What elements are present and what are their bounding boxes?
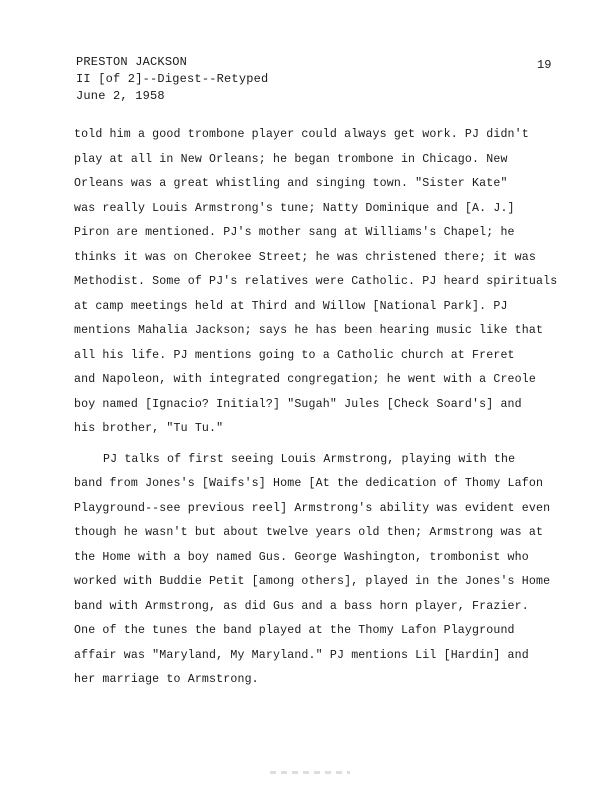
text-line: affair was "Maryland, My Maryland." PJ mentions Lil [Hardin] and: [74, 648, 529, 662]
text-line: worked with Buddie Petit [among others], played in the Jones's Home: [74, 575, 551, 588]
text-line: band from Jones's [Waifs's] Home [At the dedication of Thomy Lafon: [74, 477, 544, 490]
text-line: boy named [Ignacio? Initial?] "Sugah" Jules [Check Soard's] and: [74, 397, 522, 411]
paragraph: [74, 123, 564, 442]
paragraph: [74, 448, 564, 693]
text-line: Piron are mentioned. PJ's mother sang at Williams's Chapel; he: [74, 226, 515, 239]
text-line: Orleans was a great whistling and singing town. "Sister Kate": [74, 177, 508, 190]
text-line: Methodist. Some of PJ's relatives were Catholic. PJ heard spirituals: [74, 275, 558, 288]
digest-body: [74, 123, 564, 693]
text-line: his brother, "Tu Tu.": [74, 422, 224, 435]
text-line: and Napoleon, with integrated congregation; he went with a Creole: [74, 373, 536, 386]
document-header: [76, 54, 268, 105]
page-number: 19: [537, 58, 552, 72]
text-line: band with Armstrong, as did Gus and a bass horn player, Frazier.: [74, 599, 529, 613]
scan-smudge: [270, 771, 350, 774]
interview-date: June 2, 1958: [76, 89, 165, 103]
text-line: mentions Mahalia Jackson; says he has been hearing music like that: [74, 324, 544, 337]
text-line: thinks it was on Cherokee Street; he was christened there; it was: [74, 250, 536, 264]
text-line: her marriage to Armstrong.: [74, 673, 259, 686]
reel-info: II [of 2]--Digest--Retyped: [76, 72, 269, 86]
text-line: was really Louis Armstrong's tune; Natty Dominique and [A. J.]: [74, 201, 515, 215]
text-line: at camp meetings held at Third and Willow [National Park]. PJ: [74, 299, 508, 313]
text-line: all his life. PJ mentions going to a Catholic church at Freret: [74, 348, 515, 362]
text-line: though he wasn't but about twelve years old then; Armstrong was at: [74, 526, 544, 539]
text-line: told him a good trombone player could always get work. PJ didn't: [74, 128, 529, 141]
interviewee-name: PRESTON JACKSON: [76, 55, 188, 69]
text-line: the Home with a boy named Gus. George Washington, trombonist who: [74, 550, 529, 564]
text-line: Playground--see previous reel] Armstrong's ability was evident even: [74, 501, 551, 515]
text-line: PJ talks of first seeing Louis Armstrong, playing with the: [103, 452, 516, 466]
text-line: One of the tunes the band played at the Thomy Lafon Playground: [74, 624, 515, 637]
text-line: play at all in New Orleans; he began trombone in Chicago. New: [74, 152, 508, 166]
